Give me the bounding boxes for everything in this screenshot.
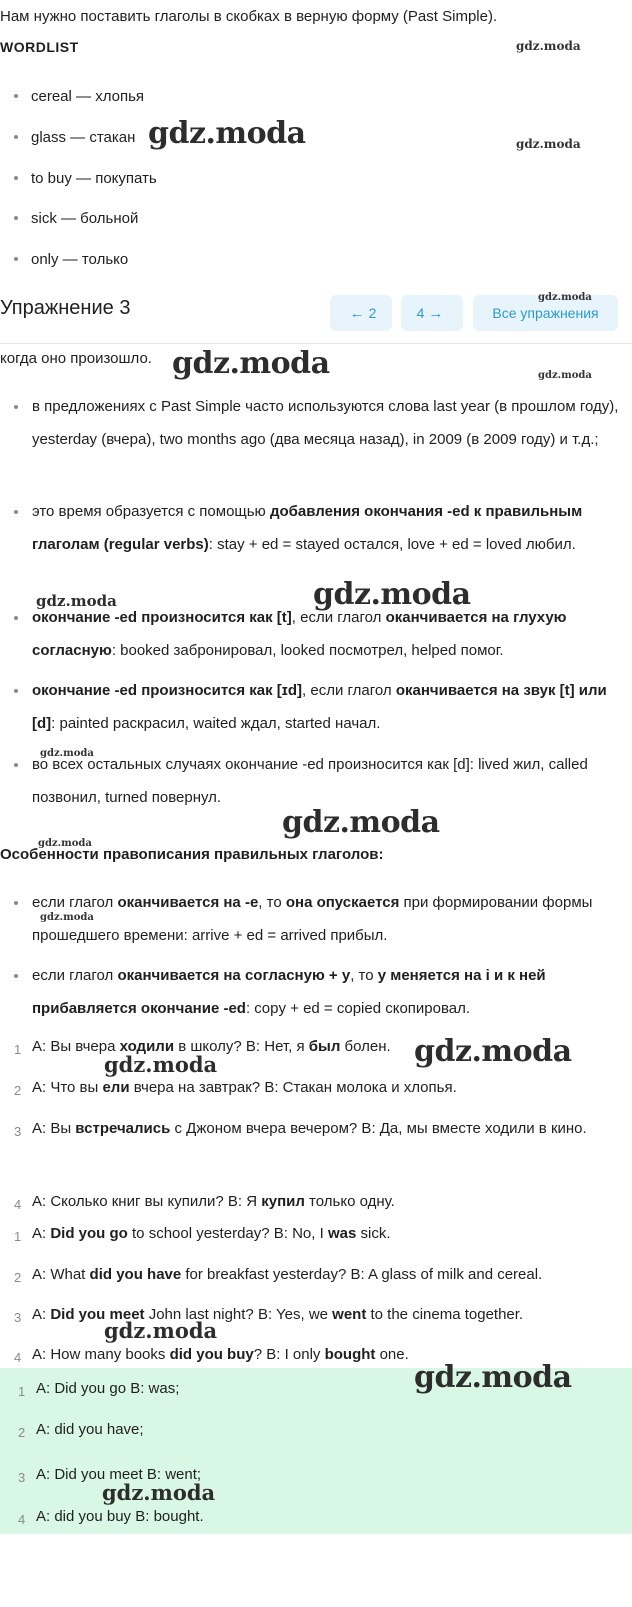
spelling-bullet: если глагол оканчивается на -е, то она опускается при формировании формы прошедшего времени: arrive + ed = arrived прибыл. <box>32 886 628 952</box>
watermark: gdz.moda <box>40 748 94 759</box>
prev-exercise-button[interactable]: ← 2 <box>330 295 392 331</box>
watermark: gdz.moda <box>104 1318 218 1343</box>
watermark: gdz.moda <box>516 137 581 151</box>
wordlist-item: sick — больной <box>14 202 138 235</box>
wordlist-item: to buy — покупать <box>14 162 157 195</box>
watermark: gdz.moda <box>414 1360 572 1395</box>
watermark: gdz.moda <box>40 912 94 923</box>
watermark: gdz.moda <box>414 1034 572 1069</box>
theory-bullet: окончание -ed произносится как [t], если глагол оканчивается на глухую согласную: booked забронировал, looked посмотрел, helped помог. <box>32 601 628 667</box>
theory-lead: когда оно произошло. <box>0 350 152 367</box>
watermark: gdz.moda <box>104 1052 218 1077</box>
arrow-right-icon: → <box>428 304 444 322</box>
spelling-bullet: если глагол оканчивается на согласную + у, то у меняется на i и к ней прибавляется окончание -ed: copy + ed = copied скопировал. <box>32 959 628 1025</box>
all-exercises-button[interactable]: Все упражнения <box>473 295 618 331</box>
watermark: gdz.moda <box>148 116 306 151</box>
watermark: gdz.moda <box>538 370 592 381</box>
wordlist-item: glass — стакан <box>14 121 135 154</box>
next-exercise-button[interactable]: 4 → <box>401 295 463 331</box>
wordlist-item: cereal — хлопья <box>14 80 144 113</box>
watermark: gdz.moda <box>38 838 92 849</box>
theory-bullet: во всех остальных случаях окончание -ed произносится как [d]: lived жил, called позвонил, turned повернул. <box>32 748 628 814</box>
theory-bullet: это время образуется с помощью добавления окончания -ed к правильным глаголам (regular verbs): stay + ed = stayed остался, love + ed = loved любил. <box>32 495 628 561</box>
wordlist-item: only — только <box>14 243 128 276</box>
watermark: gdz.moda <box>102 1480 216 1505</box>
watermark: gdz.moda <box>516 39 581 53</box>
watermark: gdz.moda <box>282 805 440 840</box>
answer-box: 1 A: Did you go B: was; 2 A: did you have; 3 A: Did you meet B: went; 4 A: did you buy B: bought. <box>0 1368 632 1534</box>
watermark: gdz.moda <box>36 592 117 610</box>
spelling-title: Особенности правописания правильных глаголов: <box>0 846 384 863</box>
theory-bullet: окончание -ed произносится как [ɪd], если глагол оканчивается на звук [t] или [d]: painted раскрасил, waited ждал, started начал. <box>32 674 628 740</box>
arrow-left-icon: ← <box>349 304 365 322</box>
wordlist-title: WORDLIST <box>0 39 79 55</box>
watermark: gdz.moda <box>538 292 592 303</box>
exercise-title: Упражнение 3 <box>0 297 131 319</box>
intro-text: Нам нужно поставить глаголы в скобках в верную форму (Past Simple). <box>0 8 498 25</box>
theory-bullet: в предложениях с Past Simple часто используются слова last year (в прошлом году), yesterday (вчера), two months ago (два месяца назад), in 2009 (в 2009 году) и т.д.; <box>32 390 628 456</box>
watermark: gdz.moda <box>313 577 471 612</box>
watermark: gdz.moda <box>172 346 330 381</box>
